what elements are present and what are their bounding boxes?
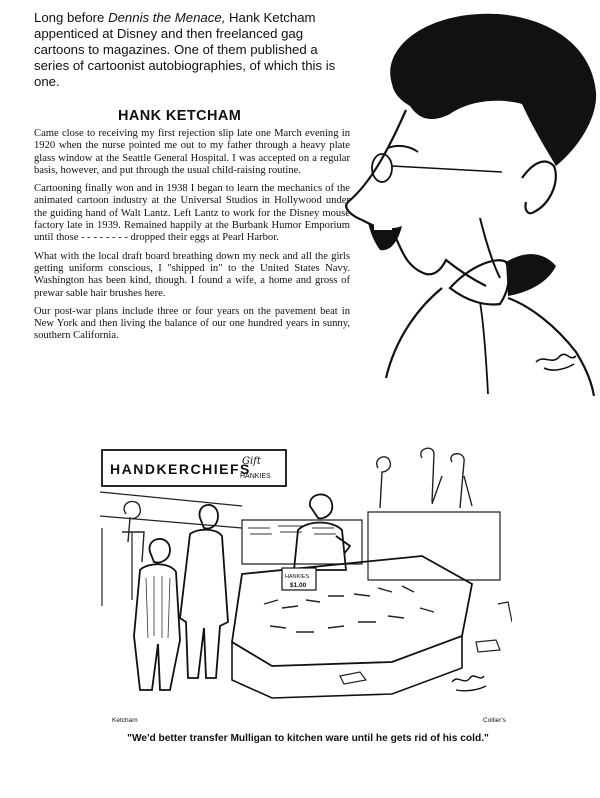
hankies-sign-text: HANKIES — [240, 473, 271, 480]
man-heavy-stripes — [146, 576, 170, 638]
background-shoppers — [377, 448, 472, 508]
cartoon-signature — [452, 676, 486, 691]
article-title: HANK KETCHAM — [118, 108, 242, 124]
intro-italic-title: Dennis the Menace, — [108, 10, 226, 25]
gift-sign-text: Gift — [242, 456, 261, 467]
price-card-price: $1.00 — [290, 582, 307, 589]
cartoon-caption: "We'd better transfer Mulligan to kitchen ware until he gets rid of his cold." — [127, 733, 489, 744]
article-paragraph: Our post-war plans include three or four years on the pavement beat in New York and then living the balance of our one hundred years in sunny, southern California. — [34, 305, 350, 342]
left-clerk — [122, 501, 144, 562]
hair-shape — [390, 14, 596, 166]
floor-hankies — [340, 602, 512, 684]
counter-items — [264, 586, 434, 632]
eyebrow — [388, 146, 418, 152]
counter-base — [232, 636, 462, 698]
credit-publication: Collier's — [483, 717, 506, 724]
signature-scribble — [536, 354, 576, 370]
right-counter — [368, 512, 500, 580]
intro-text-before: Long before — [34, 10, 109, 25]
store-wall-lines — [100, 492, 242, 606]
man-tall — [180, 505, 228, 678]
octagonal-counter — [232, 556, 472, 666]
handkerchief-stacks — [248, 526, 336, 534]
sneezing-clerk — [294, 494, 350, 570]
man-heavy — [134, 539, 180, 690]
self-caricature-illustration — [330, 6, 600, 398]
ear-shape — [522, 162, 556, 214]
lapel-line — [480, 302, 488, 394]
intro-text-after: Hank Ketcham appenticed at Disney and then freelanced gag cartoons to magazines. One of them published a series of cartoonist autobiographies, of which this is one. — [34, 10, 336, 89]
glasses-arm — [392, 166, 502, 172]
article-body — [34, 128, 350, 349]
article-paragraph: Cartooning finally won and in 1938 I began to learn the mechanics of the animated cartoon industry at the Universal Studios in Hollywood under the guiding hand of Walt Lantz. Left Lantz to work for the Disney mouse factory late in 1939. Remained happily at the Burbank Humor Emporium until those - - - - - - - - dropped their eggs at Pearl Harbor. — [34, 183, 350, 244]
handkerchief-counter-cartoon — [92, 436, 512, 708]
teeth — [374, 224, 392, 230]
article-paragraph: Came close to receiving my first rejection slip late one March evening in 1920 when the nurse pointed me out to my father through a heavy plate glass window at the Seattle General Hospital. I was accepted on a regular basis, however, and put through the usual child-raising routine. — [34, 128, 350, 176]
credit-artist: Ketcham — [112, 717, 138, 724]
handkerchiefs-sign-text: HANDKERCHIEFS — [110, 461, 251, 477]
collar-dark — [506, 254, 556, 296]
face-outline — [346, 110, 486, 286]
neck-line — [480, 218, 500, 278]
price-card-label: HANKIES — [285, 574, 310, 580]
article-paragraph: What with the local draft board breathing down my neck and all the girls getting uniform conscious, I "shipped in" to the United States Navy. Washington has been kind, though. I found a wife, a home and gross of prewar sable hair brushes here. — [34, 250, 350, 299]
intro-paragraph — [34, 10, 352, 90]
